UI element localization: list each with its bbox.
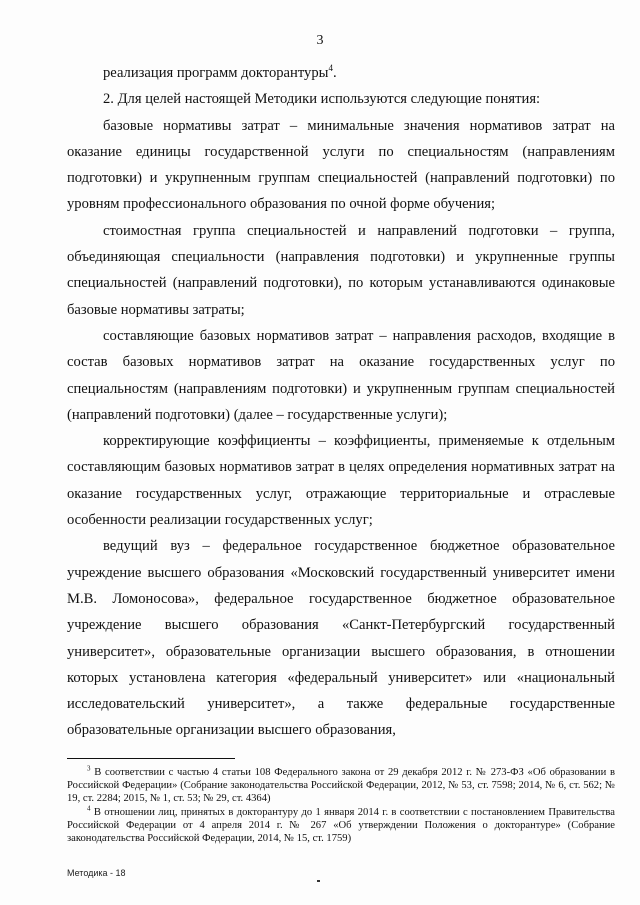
document-id-label: Методика - 18 [67,868,126,878]
footnote-mark: 3 [87,764,91,773]
paragraph-doctorate: реализация программ докторантуры$^4$. [103,63,337,81]
scan-speck [317,880,320,882]
footnote-3: $^3$ В соответствии с частью 4 статьи 108 Федерального закона от 29 декабря 2012 г. № 273-ФЗ «Об образовании в Российской Федерации» (Собрание законодательства Российской Федерации, 2012, № 53, ст. 7598; 2014, № 6, ст. 562; № 19, ст. 2284; 2015, № 1, ст. 53; № 29, ст. 4364) [67,764,615,805]
paragraph-leading-university: ведущий вуз – федеральное государственное бюджетное образовательное учреждение высшего образования «Московский государственный университет имени М.В. Ломоносова», федеральное государственное бюджетное образовательное учреждение высшего образования «Санкт-Петербургский государственный университет», образовательные организации высшего образования, в отношении которых установлена категория «федеральный университет» или «национальный исследовательский университет», а также федеральные государственные образовательные организации высшего образования, [67,538,615,739]
paragraph-correction-coefficients: корректирующие коэффициенты – коэффициенты, применяемые к отдельным составляющим базовых нормативов затрат в целях определения нормативных затрат на оказание государственных услуг, отражающие территориальные и отраслевые особенности реализации государственных услуг; [67,433,615,529]
footnotes [67,766,615,845]
document-body [67,60,615,744]
footnote-mark: 4 [87,804,91,813]
footnote-ref-4: 4 [328,63,333,74]
paragraph-base-norms: базовые нормативы затрат – минимальные значения нормативов затрат на оказание единицы государственной услуги по специальностям (направлениям подготовки) и укрупненным группам специальностей (направлений подготовки) по уровням профессионального образования по очной форме обучения; [67,117,615,213]
footnote-4: $^4$ В отношении лиц, принятых в докторантуру до 1 января 2014 г. в соответствии с постановлением Правительства Российской Федерации от 4 апреля 2014 г. № 267 «Об утверждении Положения о докторантуре» (Собрание законодательства Российской Федерации, 2014, № 15, ст. 1759) [67,804,615,845]
paragraph-cost-group: стоимостная группа специальностей и направлений подготовки – группа, объединяющая специальности (направления подготовки) и укрупненные группы специальностей (направлений подготовки), по которым устанавливаются одинаковые базовые нормативы затраты; [67,222,615,318]
footnote-divider [67,758,235,759]
page-number: 3 [316,33,324,48]
paragraph-norm-components: составляющие базовых нормативов затрат – направления расходов, входящие в состав базовых нормативов затрат на оказание государственных услуг по специальностям (направлениям подготовки) и укрупненным группам специальностей (направлений подготовки) (далее – государственные услуги); [67,327,615,423]
paragraph-definitions-intro: 2. Для целей настоящей Методики используются следующие понятия: [103,91,541,108]
